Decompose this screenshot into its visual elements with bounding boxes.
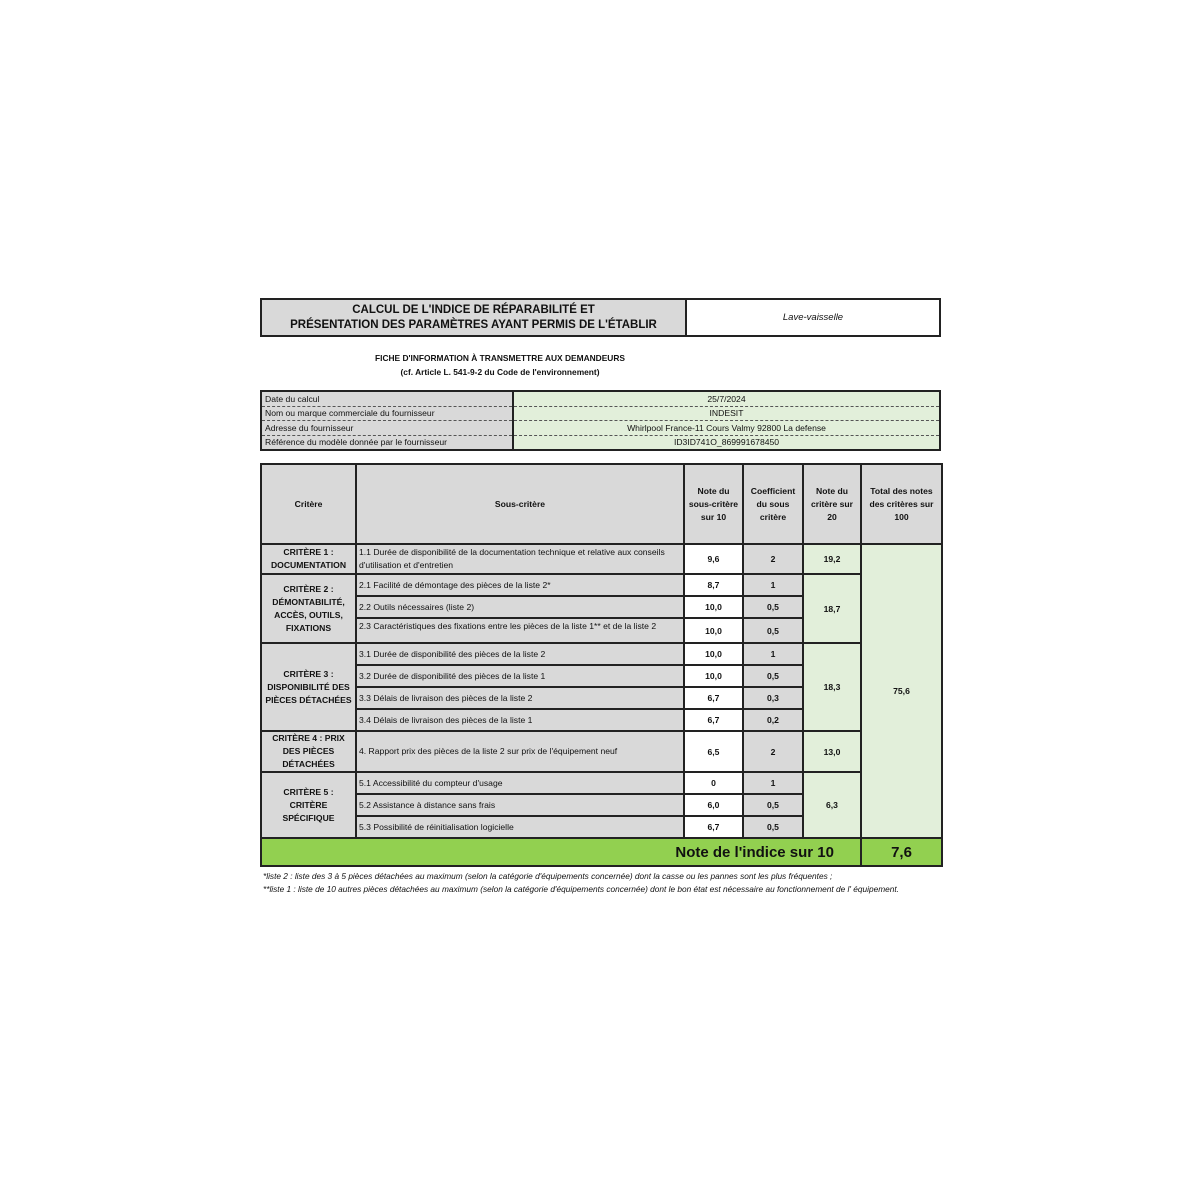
final-score-label: Note de l'indice sur 10 <box>261 838 861 866</box>
page-title <box>262 300 687 335</box>
footnote-liste-2: *liste 2 : liste des 3 à 5 pièces détachées au maximum (selon la catégorie d'équipements concernée) dont la casse ou les pannes sont les plus fréquentes ; <box>263 871 833 881</box>
repairability-sheet <box>260 298 941 895</box>
subcriterion-coef: 0,3 <box>743 687 803 709</box>
criterion-label: CRITÈRE 4 : PRIX DES PIÈCES DÉTACHÉES <box>261 731 356 772</box>
subcriterion-note: 0 <box>684 772 743 794</box>
subcriterion-text: 2.3 Caractéristiques des fixations entre les pièces de la liste 1** et de la liste 2 <box>359 621 657 631</box>
col-sous-critere: Sous-critère <box>356 464 684 544</box>
subcriterion-note: 10,0 <box>684 643 743 665</box>
subcriterion-label: 1.1 Durée de disponibilité de la documentation technique et relative aux conseils d'utilisation et d'entretien <box>356 544 684 574</box>
info-value: INDESIT <box>513 406 940 421</box>
subcriterion-label <box>356 618 684 643</box>
info-label: Date du calcul <box>261 391 513 406</box>
subcriterion-label: 3.2 Durée de disponibilité des pièces de la liste 1 <box>356 665 684 687</box>
criteria-table <box>260 463 943 867</box>
criterion-score: 6,3 <box>803 772 861 838</box>
subcriterion-label: 4. Rapport prix des pièces de la liste 2 sur prix de l'équipement neuf <box>356 731 684 772</box>
col-coefficient: Coefficient du sous critère <box>743 464 803 544</box>
subcriterion-note: 8,7 <box>684 574 743 596</box>
subcriterion-coef: 0,5 <box>743 665 803 687</box>
subcriterion-note: 10,0 <box>684 596 743 618</box>
subcriterion-note: 6,0 <box>684 794 743 816</box>
subcriterion-note: 6,5 <box>684 731 743 772</box>
subcriterion-label: 5.2 Assistance à distance sans frais <box>356 794 684 816</box>
subcriterion-label: 2.1 Facilité de démontage des pièces de la liste 2* <box>356 574 684 596</box>
product-category: Lave-vaisselle <box>687 300 939 335</box>
subcriterion-label: 3.3 Délais de livraison des pièces de la liste 2 <box>356 687 684 709</box>
subtitle <box>260 352 740 379</box>
criterion-score: 18,7 <box>803 574 861 643</box>
subcriterion-coef: 2 <box>743 544 803 574</box>
criterion-label: CRITÈRE 1 : DOCUMENTATION <box>261 544 356 574</box>
col-critere: Critère <box>261 464 356 544</box>
subcriterion-label: 3.1 Durée de disponibilité des pièces de la liste 2 <box>356 643 684 665</box>
subcriterion-note: 10,0 <box>684 665 743 687</box>
info-value: Whirlpool France-11 Cours Valmy 92800 La defense <box>513 421 940 436</box>
subcriterion-note: 6,7 <box>684 709 743 731</box>
criterion-score: 13,0 <box>803 731 861 772</box>
subcriterion-coef: 0,2 <box>743 709 803 731</box>
subcriterion-coef: 1 <box>743 643 803 665</box>
info-label: Adresse du fournisseur <box>261 421 513 436</box>
info-row-model <box>261 435 940 450</box>
subcriterion-label: 5.3 Possibilité de réinitialisation logicielle <box>356 816 684 838</box>
info-value: 25/7/2024 <box>513 391 940 406</box>
subcriterion-coef: 0,5 <box>743 596 803 618</box>
info-row-date <box>261 391 940 406</box>
subcriterion-note: 6,7 <box>684 687 743 709</box>
total-score: 75,6 <box>861 544 942 838</box>
criterion-label: CRITÈRE 2 : DÉMONTABILITÉ, ACCÈS, OUTILS, FIXATIONS <box>261 574 356 643</box>
footnote-liste-1: **liste 1 : liste de 10 autres pièces détachées au maximum (selon la catégorie d'équipements concernée) dont le bon état est nécessaire au fonctionnement de l' équipement. <box>263 883 899 894</box>
subcriterion-coef: 2 <box>743 731 803 772</box>
final-score-value: 7,6 <box>861 838 942 866</box>
table-row <box>261 643 942 665</box>
table-row <box>261 772 942 794</box>
footnotes <box>260 870 941 895</box>
col-note-critere: Note du critère sur 20 <box>803 464 861 544</box>
title-block <box>260 298 941 337</box>
table-header-row <box>261 464 942 544</box>
col-total: Total des notes des critères sur 100 <box>861 464 942 544</box>
criterion-label: CRITÈRE 5 : CRITÈRE SPÉCIFIQUE <box>261 772 356 838</box>
info-value: ID3ID741O_869991678450 <box>513 435 940 450</box>
criterion-label: CRITÈRE 3 : DISPONIBILITÉ DES PIÈCES DÉTACHÉES <box>261 643 356 731</box>
subcriterion-note: 6,7 <box>684 816 743 838</box>
subcriterion-coef: 0,5 <box>743 816 803 838</box>
subcriterion-coef: 0,5 <box>743 794 803 816</box>
table-row <box>261 574 942 596</box>
subcriterion-note: 10,0 <box>684 618 743 643</box>
info-label: Référence du modèle donnée par le fournisseur <box>261 435 513 450</box>
subcriterion-label: 2.2 Outils nécessaires (liste 2) <box>356 596 684 618</box>
supplier-info-table <box>260 390 941 451</box>
subcriterion-label: 5.1 Accessibilité du compteur d'usage <box>356 772 684 794</box>
info-row-address <box>261 421 940 436</box>
title-line-1: CALCUL DE L'INDICE DE RÉPARABILITÉ ET <box>352 303 595 316</box>
subcriterion-coef: 1 <box>743 574 803 596</box>
subcriterion-coef: 1 <box>743 772 803 794</box>
final-score-row <box>261 838 942 866</box>
title-line-2: PRÉSENTATION DES PARAMÈTRES AYANT PERMIS DE L'ÉTABLIR <box>290 318 657 331</box>
criterion-score: 19,2 <box>803 544 861 574</box>
info-row-brand <box>261 406 940 421</box>
subcriterion-label: 3.4 Délais de livraison des pièces de la liste 1 <box>356 709 684 731</box>
col-note-sous-critere: Note du sous-critère sur 10 <box>684 464 743 544</box>
criterion-score: 18,3 <box>803 643 861 731</box>
table-row <box>261 731 942 772</box>
info-label: Nom ou marque commerciale du fournisseur <box>261 406 513 421</box>
subtitle-line-1: FICHE D'INFORMATION À TRANSMETTRE AUX DEMANDEURS <box>375 353 625 363</box>
subtitle-line-2: (cf. Article L. 541-9-2 du Code de l'environnement) <box>400 366 600 377</box>
subcriterion-note: 9,6 <box>684 544 743 574</box>
subcriterion-coef: 0,5 <box>743 618 803 643</box>
table-row <box>261 544 942 574</box>
